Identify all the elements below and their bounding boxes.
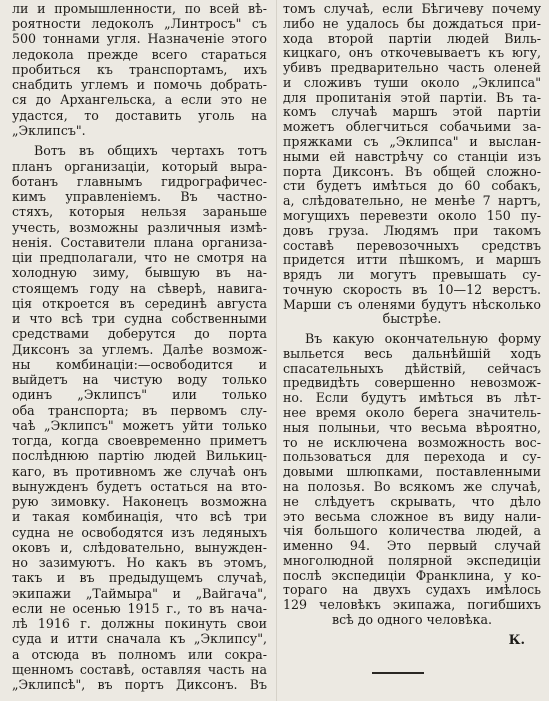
right-column-text-line: либо не удалось бы дождаться при- bbox=[283, 16, 541, 31]
left-column-text-line: снабдить углемъ и помочь добрать- bbox=[12, 77, 267, 92]
left-column-text-line: но зазимуютъ. Но какъ въ этомъ, bbox=[12, 555, 267, 570]
left-column-text-line: кимъ управленіемъ. Въ частно- bbox=[12, 189, 267, 204]
left-column-text-line: ны комбинаціи:—освободится и bbox=[12, 357, 267, 372]
right-column-text-line: послѣ экспедиціи Франклина, у ко- bbox=[283, 568, 541, 583]
right-column-text-line: на полозья. Во всякомъ же случаѣ, bbox=[283, 479, 541, 494]
left-column-text-line: ледокола прежде всего стараться bbox=[12, 47, 267, 62]
right-column-text-line: могущихъ перевезти около 150 пу- bbox=[283, 208, 541, 223]
right-column-text-line: для пропитанія этой партіи. Въ та- bbox=[283, 90, 541, 105]
right-column-text-line: сти будетъ имѣться до 60 собакъ, bbox=[283, 178, 541, 193]
left-column-text-line: лѣ 1916 г. должны покинуть свои bbox=[12, 616, 267, 631]
right-column-text-line: всѣ до одного человѣка. bbox=[331, 612, 492, 627]
left-column-text-line: учесть, возможны различныя измѣ- bbox=[12, 220, 267, 235]
left-column-text-line: холодную зиму, бывшую въ на- bbox=[12, 265, 267, 280]
left-column-text-line: средствами доберутся до порта bbox=[12, 326, 267, 341]
right-column-text-line: это весьма сложное въ виду нали- bbox=[283, 509, 541, 524]
right-column-text-line: выльется весь дальнѣйшій ходъ bbox=[283, 346, 541, 361]
right-column-text-line: хода второй партіи людей Виль- bbox=[283, 31, 541, 46]
left-column-text-line: „Эклипсѣ", въ портъ Диксонъ. Въ bbox=[12, 677, 267, 692]
left-column-text-line: судна не освободятся изъ ледяныхъ bbox=[12, 525, 267, 540]
left-column-text-line: выйдетъ на чистую воду только bbox=[12, 372, 267, 387]
left-column-text-line: а отсюда въ полномъ или сокра- bbox=[12, 647, 267, 662]
left-column-text-line: экипажи „Таймыра" и „Вайгача", bbox=[12, 586, 267, 601]
right-column-text-line: спасательныхъ дѣйствій, сейчасъ bbox=[283, 361, 541, 376]
right-column-text-line: ными ей навстрѣчу со станціи изъ bbox=[283, 149, 541, 164]
left-column-text-line: ли и промышленности, по всей вѣ- bbox=[12, 1, 267, 16]
left-column-text-line: каго, въ противномъ же случаѣ онъ bbox=[12, 464, 267, 479]
left-column-text-line: стоящемъ году на сѣверѣ, навига- bbox=[12, 281, 267, 296]
left-column-text-line: суда и итти сначала къ „Эклипсу", bbox=[12, 631, 267, 646]
left-column-text-line: тогда, когда своевременно приметъ bbox=[12, 433, 267, 448]
right-column-text-line: не слѣдуетъ скрывать, что дѣло bbox=[283, 494, 541, 509]
left-column-text-line: щенномъ составѣ, оставляя часть на bbox=[12, 662, 267, 677]
left-column-text-line: послѣднюю партію людей Вилькиц- bbox=[12, 448, 267, 463]
right-column-text-line: Въ какую окончательную форму bbox=[305, 331, 541, 346]
right-column-text-line: чія большого количества людей, а bbox=[283, 523, 541, 538]
right-column-text-line: то не исключена возможность вос- bbox=[283, 435, 541, 450]
left-column-text-line: и такая комбинація, что всѣ три bbox=[12, 509, 267, 524]
left-column-text-line: ся до Архангельска, а если это не bbox=[12, 92, 267, 107]
left-column-text-line: ція откроется въ серединѣ августа bbox=[12, 296, 267, 311]
left-column-text-line: вынужденъ будетъ остаться на вто- bbox=[12, 479, 267, 494]
left-column-text-line: ботанъ главнымъ гидрографичес- bbox=[12, 174, 267, 189]
left-column-text-line: „Эклипсъ". bbox=[12, 123, 86, 138]
right-column-text-line: пряжками съ „Эклипса" и выслан- bbox=[283, 134, 541, 149]
left-column-text-line: пробиться къ транспортамъ, ихъ bbox=[12, 62, 267, 77]
left-column-text-line: такъ и въ предыдущемъ случаѣ, bbox=[12, 570, 267, 585]
right-column-text-line: быстрѣе. bbox=[382, 311, 442, 326]
right-column-text-line: Марши съ оленями будутъ нѣсколько bbox=[283, 297, 541, 312]
right-column-text-line: кицкаго, онъ откочевываетъ къ югу, bbox=[283, 45, 541, 60]
left-column-text-line: ненія. Составители плана организа- bbox=[12, 235, 267, 250]
left-column-text-line: одинъ „Эклипсъ" или только bbox=[12, 387, 267, 402]
left-column-text-line: ціи предполагали, что не смотря на bbox=[12, 250, 267, 265]
right-column-text-line: довыми шлюпками, поставленными bbox=[283, 464, 541, 479]
left-column-text-line: если не осенью 1915 г., то въ нача- bbox=[12, 601, 267, 616]
right-column-text-line: можетъ облегчиться собачьими за- bbox=[283, 119, 541, 134]
right-column-text-line: томъ случаѣ, если Бѣгичеву почему bbox=[283, 1, 541, 16]
left-column-text-line: роятности ледоколъ „Линтросъ" съ bbox=[12, 16, 267, 31]
column-divider bbox=[276, 0, 277, 701]
right-column-text-line: довъ груза. Людямъ при такомъ bbox=[283, 223, 541, 238]
right-column-text-line: но. Если будутъ имѣться въ лѣт- bbox=[283, 390, 541, 405]
right-column-text-line: многолюдной полярной экспедиціи bbox=[283, 553, 541, 568]
right-column-text-line: нее время около берега значитель- bbox=[283, 405, 541, 420]
right-column-text-line: придется итти пѣшкомъ, и маршъ bbox=[283, 252, 541, 267]
signature-initial: К. bbox=[508, 633, 525, 648]
closing-rule bbox=[372, 672, 424, 674]
right-column-text-line: именно 94. Это первый случай bbox=[283, 538, 541, 553]
left-column-text-line: стяхъ, которыя нельзя зараньше bbox=[12, 204, 267, 219]
left-column-text-line: рую зимовку. Наконецъ возможна bbox=[12, 494, 267, 509]
left-column-text-line: планъ организаціи, который выра- bbox=[12, 159, 267, 174]
right-column-text-line: 129 человѣкъ экипажа, погибшихъ bbox=[283, 597, 541, 612]
left-column-text-line: чаѣ „Эклипсъ" можетъ уйти только bbox=[12, 418, 267, 433]
right-column-text-line: комъ случаѣ маршъ этой партіи bbox=[283, 104, 541, 119]
right-column-text-line: врядъ ли могутъ превышать су- bbox=[283, 267, 541, 282]
left-column-text-line: 500 тоннами угля. Назначеніе этого bbox=[12, 31, 267, 46]
right-column-text-line: а, слѣдовательно, не менѣе 7 нартъ, bbox=[283, 193, 541, 208]
right-column-text-line: ныя полыньи, что весьма вѣроятно, bbox=[283, 420, 541, 435]
right-column-text-line: порта Диксонъ. Въ общей сложно- bbox=[283, 164, 541, 179]
right-column-text-line: тораго на двухъ судахъ имѣлось bbox=[283, 582, 541, 597]
left-column-text-line: Диксонъ за углемъ. Далѣе возмож- bbox=[12, 342, 267, 357]
left-column-text-line: и что всѣ три судна собственными bbox=[12, 311, 267, 326]
right-column-text-line: убивъ предварительно часть оленей bbox=[283, 60, 541, 75]
left-column-text-line: оба транспорта; въ первомъ слу- bbox=[12, 403, 267, 418]
left-column-text-line: удастся, то доставить уголь на bbox=[12, 108, 267, 123]
left-column-text-line: Вотъ въ общихъ чертахъ тотъ bbox=[34, 143, 267, 158]
right-column-text-line: пользоваться для перехода и су- bbox=[283, 449, 541, 464]
right-column-text-line: составѣ перевозочныхъ средствъ bbox=[283, 238, 541, 253]
right-column-text-line: предвидѣть совершенно невозмож- bbox=[283, 375, 541, 390]
right-column-text-line: точную скорость въ 10—12 верстъ. bbox=[283, 282, 541, 297]
left-column-text-line: оковъ и, слѣдовательно, вынужден- bbox=[12, 540, 267, 555]
right-column-text-line: и сложивъ туши около „Эклипса" bbox=[283, 75, 541, 90]
